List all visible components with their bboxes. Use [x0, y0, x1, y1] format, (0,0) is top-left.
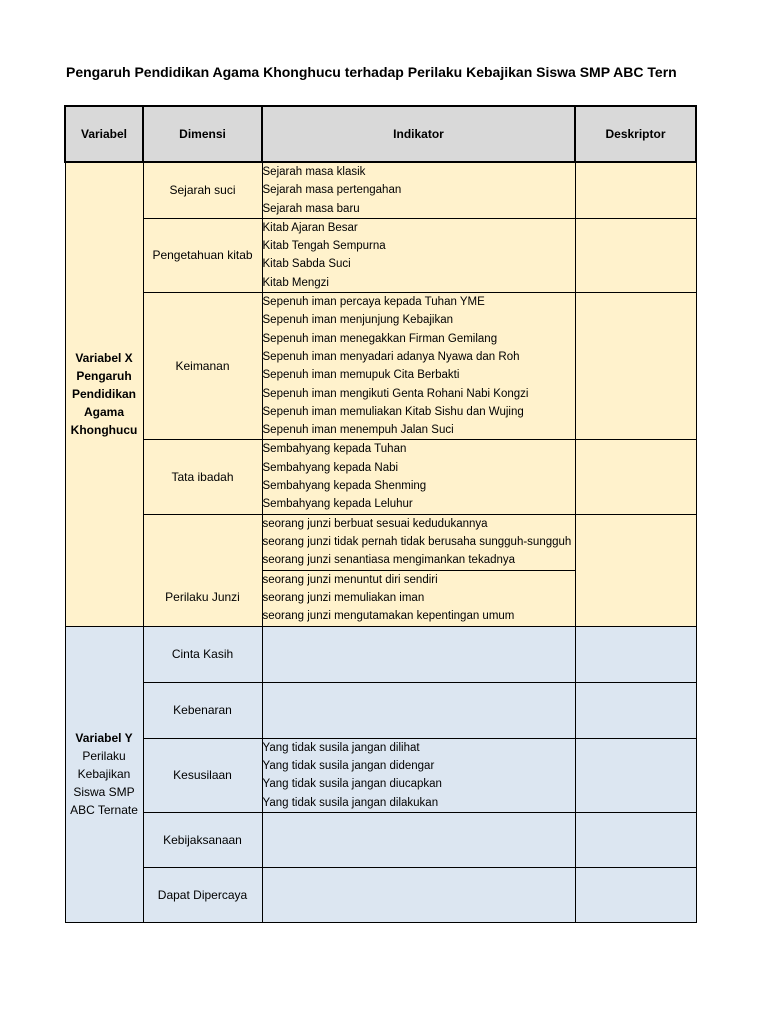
indicator-item: Sepenuh iman menempuh Jalan Suci	[262, 424, 454, 437]
dimension-kebenaran: Kebenaran	[143, 682, 262, 738]
table-row	[65, 218, 696, 292]
table-row	[65, 626, 696, 682]
dimension-kesusilaan: Kesusilaan	[143, 738, 262, 812]
indicator-item: Yang tidak susila jangan dilakukan	[262, 796, 439, 809]
variable-x-label-line: Variabel X	[75, 351, 133, 366]
header-indikator: Indikator	[262, 106, 575, 162]
variable-x-label-line: Pengaruh	[76, 369, 132, 384]
table-row	[65, 293, 696, 440]
indicator-list	[262, 626, 575, 682]
indicator-list	[262, 440, 575, 514]
dimension-dapat-dipercaya: Dapat Dipercaya	[143, 867, 262, 922]
variable-y-label-line: Siswa SMP	[73, 785, 135, 800]
descriptor-cell	[575, 682, 696, 738]
indicator-list	[262, 162, 575, 218]
variable-matrix-table	[64, 105, 697, 923]
indicator-item: seorang junzi memuliakan iman	[262, 591, 425, 604]
dimension-kebijaksanaan: Kebijaksanaan	[143, 812, 262, 867]
dimension-cinta-kasih: Cinta Kasih	[143, 626, 262, 682]
variable-x-label-line: Agama	[83, 405, 124, 420]
indicator-item: seorang junzi mengutamakan kepentingan umum	[262, 610, 515, 623]
indicator-item: Sembahyang kepada Leluhur	[262, 498, 413, 511]
table-row	[65, 440, 696, 514]
indicator-item: Sepenuh iman memuliakan Kitab Sishu dan Wujing	[262, 405, 524, 418]
indicator-list	[262, 738, 575, 812]
indicator-item: Kitab Sabda Suci	[262, 258, 351, 271]
header-deskriptor: Deskriptor	[575, 106, 696, 162]
header-row	[65, 106, 696, 162]
table-row	[65, 812, 696, 867]
variable-x-label-line: Pendidikan	[71, 387, 136, 402]
indicator-item: Sepenuh iman menyadari adanya Nyawa dan Roh	[262, 350, 520, 363]
indicator-item: Sembahyang kepada Nabi	[262, 461, 399, 474]
variable-x-cell	[65, 162, 143, 626]
variable-y-label-line: Kebajikan	[77, 767, 131, 782]
indicator-item: Sepenuh iman menegakkan Firman Gemilang	[262, 332, 498, 345]
descriptor-cell	[575, 440, 696, 514]
table-row	[65, 162, 696, 218]
indicator-list	[262, 682, 575, 738]
header-dimensi: Dimensi	[143, 106, 262, 162]
indicator-list	[262, 218, 575, 292]
indicator-item: Yang tidak susila jangan didengar	[262, 759, 435, 772]
descriptor-cell	[575, 218, 696, 292]
variable-y-label-line: Perilaku	[82, 749, 126, 764]
document-title: Pengaruh Pendidikan Agama Khonghucu terhadap Perilaku Kebajikan Siswa SMP ABC Tern	[66, 64, 677, 80]
variable-y-label-line: ABC Ternate	[70, 803, 138, 818]
indicator-item: Sepenuh iman memupuk Cita Berbakti	[262, 369, 460, 382]
dimension-pengetahuan-kitab: Pengetahuan kitab	[143, 218, 262, 292]
descriptor-cell	[575, 162, 696, 218]
indicator-item: Sejarah masa pertengahan	[262, 184, 402, 197]
indicator-list	[262, 293, 575, 440]
variable-x-label-line: Khonghucu	[70, 423, 138, 438]
dimension-sejarah-suci: Sejarah suci	[143, 162, 262, 218]
indicator-item: Kitab Ajaran Besar	[262, 221, 358, 234]
indicator-item: seorang junzi berbuat sesuai kedudukannya	[262, 517, 488, 530]
indicator-item: Kitab Mengzi	[262, 276, 329, 289]
indicator-item: Yang tidak susila jangan diucapkan	[262, 778, 442, 791]
indicator-item: Sepenuh iman menjunjung Kebajikan	[262, 314, 454, 327]
descriptor-cell	[575, 293, 696, 440]
indicator-item: Sembahyang kepada Tuhan	[262, 443, 407, 456]
variable-y-label-line: Variabel Y	[75, 731, 133, 746]
dimension-perilaku-junzi: Perilaku Junzi	[143, 514, 262, 626]
table-row	[65, 867, 696, 922]
dimension-tata-ibadah: Tata ibadah	[143, 440, 262, 514]
table-row	[65, 682, 696, 738]
indicator-item: Sejarah masa baru	[262, 202, 360, 215]
table-row	[65, 514, 696, 626]
table-row	[65, 738, 696, 812]
descriptor-cell	[575, 738, 696, 812]
indicator-item: seorang junzi menuntut diri sendiri	[262, 573, 438, 586]
descriptor-cell	[575, 626, 696, 682]
indicator-list	[262, 867, 575, 922]
indicator-item: Sepenuh iman percaya kepada Tuhan YME	[262, 296, 485, 309]
indicator-item: seorang junzi senantiasa mengimankan tekadnya	[262, 554, 516, 567]
descriptor-cell	[575, 514, 696, 626]
descriptor-cell	[575, 812, 696, 867]
indicator-item: Kitab Tengah Sempurna	[262, 240, 386, 253]
indicator-list	[262, 812, 575, 867]
indicator-item: Sejarah masa klasik	[262, 166, 366, 178]
indicator-item: Yang tidak susila jangan dilihat	[262, 741, 420, 754]
descriptor-cell	[575, 867, 696, 922]
indicator-item: seorang junzi tidak pernah tidak berusaha sungguh-sungguh	[262, 536, 572, 549]
variable-y-cell	[65, 626, 143, 922]
header-variabel: Variabel	[65, 106, 143, 162]
dimension-keimanan: Keimanan	[143, 293, 262, 440]
indicator-item: Sembahyang kepada Shenming	[262, 480, 427, 493]
indicator-list	[262, 514, 575, 626]
indicator-item: Sepenuh iman mengikuti Genta Rohani Nabi Kongzi	[262, 387, 529, 400]
